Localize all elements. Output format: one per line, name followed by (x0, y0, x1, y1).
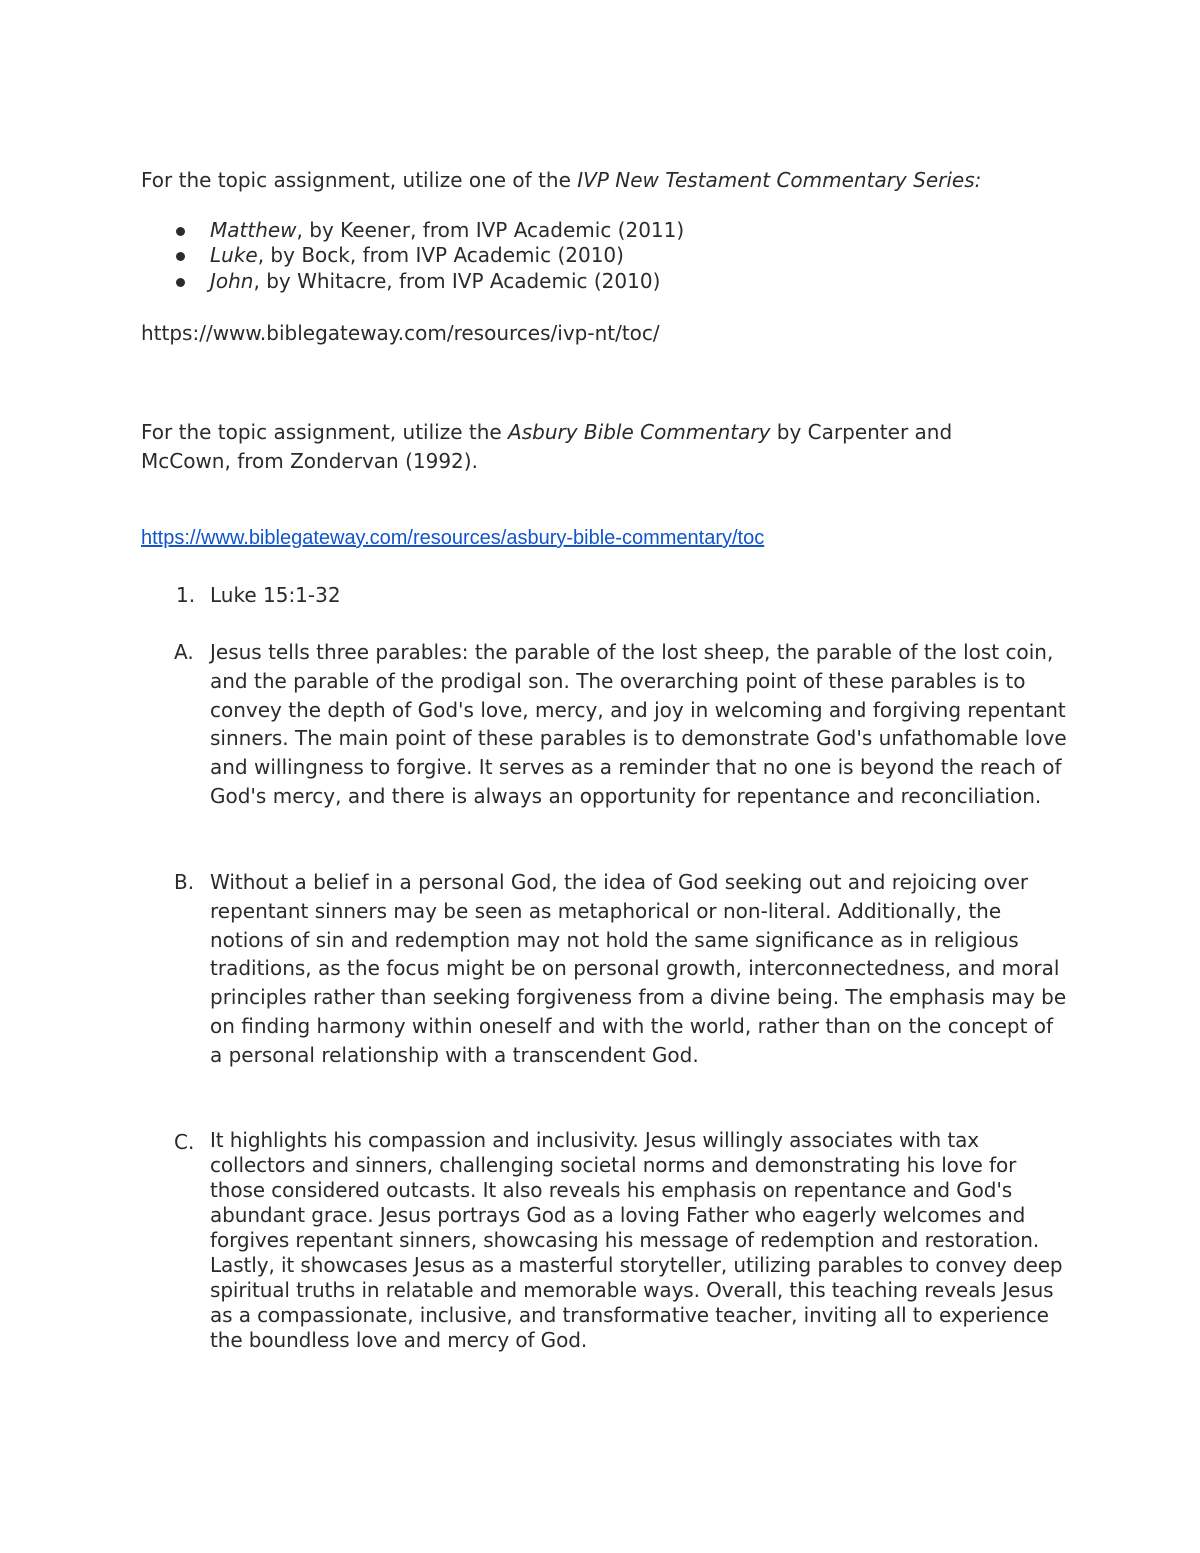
bullet-icon (176, 227, 185, 236)
list-item (210, 241, 624, 269)
ivp-url: https://www.biblegateway.com/resources/ivp-nt/toc/ (141, 321, 660, 345)
answer-c-text: It highlights his compassion and inclusivity. Jesus willingly associates with tax collectors and sinners, challenging societal norms and demonstrating his love for those considered outcasts. It also reveals his emphasis on repentance and God's abundant grace. Jesus portrays God as a loving Father who eagerly welcomes and forgives repentant sinners, showcasing his message of redemption and restoration. Lastly, it showcases Jesus as a masterful storyteller, utilizing parables to convey deep spiritual truths in relatable and memorable ways. Overall, this teaching reveals Jesus as a compassionate, inclusive, and transformative teacher, inviting all to experience the boundless love and mercy of God. (210, 1128, 1063, 1352)
asbury-intro-line2: McCown, from Zondervan (1992). (141, 449, 478, 473)
asbury-intro-authors: by Carpenter and (770, 420, 953, 444)
question-number: 1. (176, 583, 196, 607)
bullet-icon (176, 278, 185, 287)
answer-marker-a: A. (174, 640, 194, 664)
asbury-url-link[interactable]: https://www.biblegateway.com/resources/asbury-bible-commentary/toc (141, 527, 765, 549)
ivp-intro (141, 166, 981, 194)
book-details: , by Keener, from IVP Academic (2011) (296, 218, 685, 242)
ivp-series-title: IVP New Testament Commentary Series: (577, 168, 982, 192)
answer-b-text: Without a belief in a personal God, the idea of God seeking out and rejoicing over repentant sinners may be seen as metaphorical or non-literal. Additionally, the notions of sin and redemption may not hold the same significance as in religious traditions, as the focus might be on personal growth, interconnectedness, and moral principles rather than seeking forgiveness from a divine being. The emphasis may be on finding harmony within oneself and with the world, rather than on the concept of a personal relationship with a transcendent God. (210, 870, 1067, 1067)
book-title: Luke (210, 243, 258, 267)
answer-marker-b: B. (174, 870, 195, 894)
ivp-intro-text: For the topic assignment, utilize one of the (141, 168, 578, 192)
book-details: , by Whitacre, from IVP Academic (2010) (253, 269, 661, 293)
question-passage: Luke 15:1-32 (210, 583, 341, 607)
book-title: John (210, 269, 254, 293)
bullet-icon (176, 252, 185, 261)
asbury-commentary-title: Asbury Bible Commentary (508, 420, 771, 444)
asbury-url-row (141, 523, 764, 552)
list-item (210, 267, 660, 295)
answer-marker-c: C. (174, 1130, 195, 1154)
list-item (210, 216, 684, 244)
asbury-intro-line1 (141, 418, 952, 446)
book-details: , by Bock, from IVP Academic (2010) (257, 243, 624, 267)
asbury-intro-text: For the topic assignment, utilize the (141, 420, 509, 444)
book-title: Matthew (210, 218, 297, 242)
answer-a-text: Jesus tells three parables: the parable of the lost sheep, the parable of the lost coin, and the parable of the prodigal son. The overarching point of these parables is to convey the depth of God's love, mercy, and joy in welcoming and forgiving repentant sinners. The main point of these parables is to demonstrate God's unfathomable love and willingness to forgive. It serves as a reminder that no one is beyond the reach of God's mercy, and there is always an opportunity for repentance and reconciliation. (210, 640, 1067, 808)
